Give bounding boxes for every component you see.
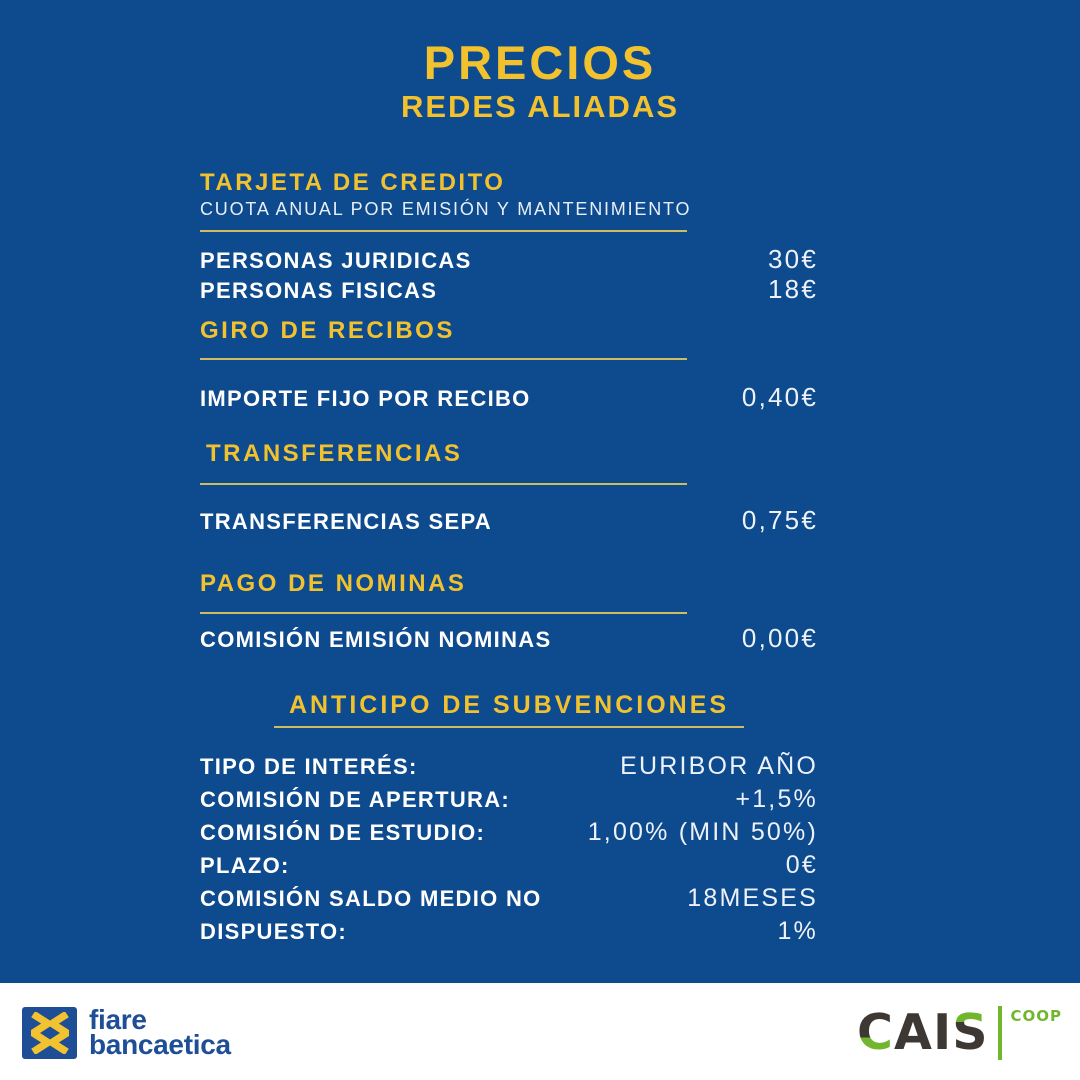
section-underline	[200, 230, 687, 232]
section-heading: PAGO DE NOMINAS	[200, 570, 467, 597]
price-label: TRANSFERENCIAS SEPA	[200, 509, 492, 534]
price-label: COMISIÓN DE ESTUDIO:	[200, 819, 486, 845]
price-value: 1%	[777, 917, 818, 945]
section-underline	[200, 612, 687, 614]
price-value: 0,75€	[741, 505, 818, 535]
price-row	[200, 274, 818, 304]
cais-divider-bar	[998, 1006, 1002, 1060]
price-row	[200, 882, 818, 915]
cais-logo-text	[857, 1005, 988, 1061]
fiare-zigzag-icon	[31, 1012, 69, 1054]
price-label: PERSONAS FISICAS	[200, 278, 438, 303]
title-block	[0, 36, 1080, 124]
price-value: 0,40€	[741, 382, 818, 412]
section-heading: GIRO DE RECIBOS	[200, 317, 455, 344]
price-label: COMISIÓN DE APERTURA:	[200, 786, 511, 812]
price-row	[200, 750, 818, 783]
price-label: IMPORTE FIJO POR RECIBO	[200, 386, 531, 411]
section-anticipo-de-subvenciones	[200, 692, 818, 948]
section-underline	[274, 726, 744, 728]
section-heading: TRANSFERENCIAS	[206, 440, 463, 467]
price-value: 18MESES	[687, 884, 818, 912]
price-label: PERSONAS JURIDICAS	[200, 248, 472, 273]
price-row	[200, 915, 818, 948]
cais-letter: S	[952, 1004, 989, 1061]
price-label: DISPUESTO:	[200, 918, 348, 944]
section-giro-de-recibos	[200, 318, 818, 412]
fiare-logo-text	[89, 1004, 231, 1060]
section-transferencias	[200, 441, 818, 535]
cais-letter: C	[857, 1004, 895, 1061]
price-label: TIPO DE INTERÉS:	[200, 753, 418, 779]
page-subtitle: REDES ALIADAS	[400, 89, 680, 124]
price-value: 0€	[785, 851, 818, 879]
fiare-bancaetica-logo	[22, 1004, 231, 1060]
price-label: PLAZO:	[200, 852, 290, 878]
cais-letter: I	[932, 1004, 953, 1061]
price-value: 30€	[768, 244, 818, 274]
cais-coop-logo	[857, 1005, 1062, 1061]
section-underline	[200, 358, 687, 360]
section-rows	[200, 382, 818, 412]
footer	[0, 983, 1080, 1080]
price-value: 18€	[768, 274, 818, 304]
price-label: COMISIÓN SALDO MEDIO NO	[200, 885, 542, 911]
price-row	[200, 505, 818, 535]
section-subheading: CUOTA ANUAL POR EMISIÓN Y MANTENIMIENTO	[200, 199, 692, 219]
section-rows	[200, 750, 818, 948]
fiare-logo-line1: fiare	[89, 1004, 147, 1035]
price-row	[200, 816, 818, 849]
cais-letter: A	[894, 1004, 933, 1061]
fiare-logo-icon	[22, 1007, 77, 1059]
price-value: EURIBOR AÑO	[620, 752, 818, 780]
section-heading: TARJETA DE CREDITO	[200, 169, 506, 196]
section-pago-de-nominas	[200, 571, 818, 653]
price-row	[200, 382, 818, 412]
section-underline	[200, 483, 687, 485]
section-heading: ANTICIPO DE SUBVENCIONES	[288, 691, 730, 719]
section-rows	[200, 505, 818, 535]
price-value: +1,5%	[735, 785, 818, 813]
price-label: COMISIÓN EMISIÓN NOMINAS	[200, 627, 552, 652]
price-value: 1,00% (MIN 50%)	[587, 818, 818, 846]
cais-coop-label: COOP	[1010, 1007, 1062, 1025]
page-title: PRECIOS	[423, 36, 657, 89]
price-row	[200, 849, 818, 882]
fiare-logo-line2: bancaetica	[89, 1029, 231, 1060]
price-value: 0,00€	[741, 623, 818, 653]
section-rows	[200, 623, 818, 653]
section-tarjeta-de-credito	[200, 170, 818, 304]
price-row	[200, 783, 818, 816]
price-row	[200, 244, 818, 274]
price-row	[200, 623, 818, 653]
section-rows	[200, 244, 818, 304]
